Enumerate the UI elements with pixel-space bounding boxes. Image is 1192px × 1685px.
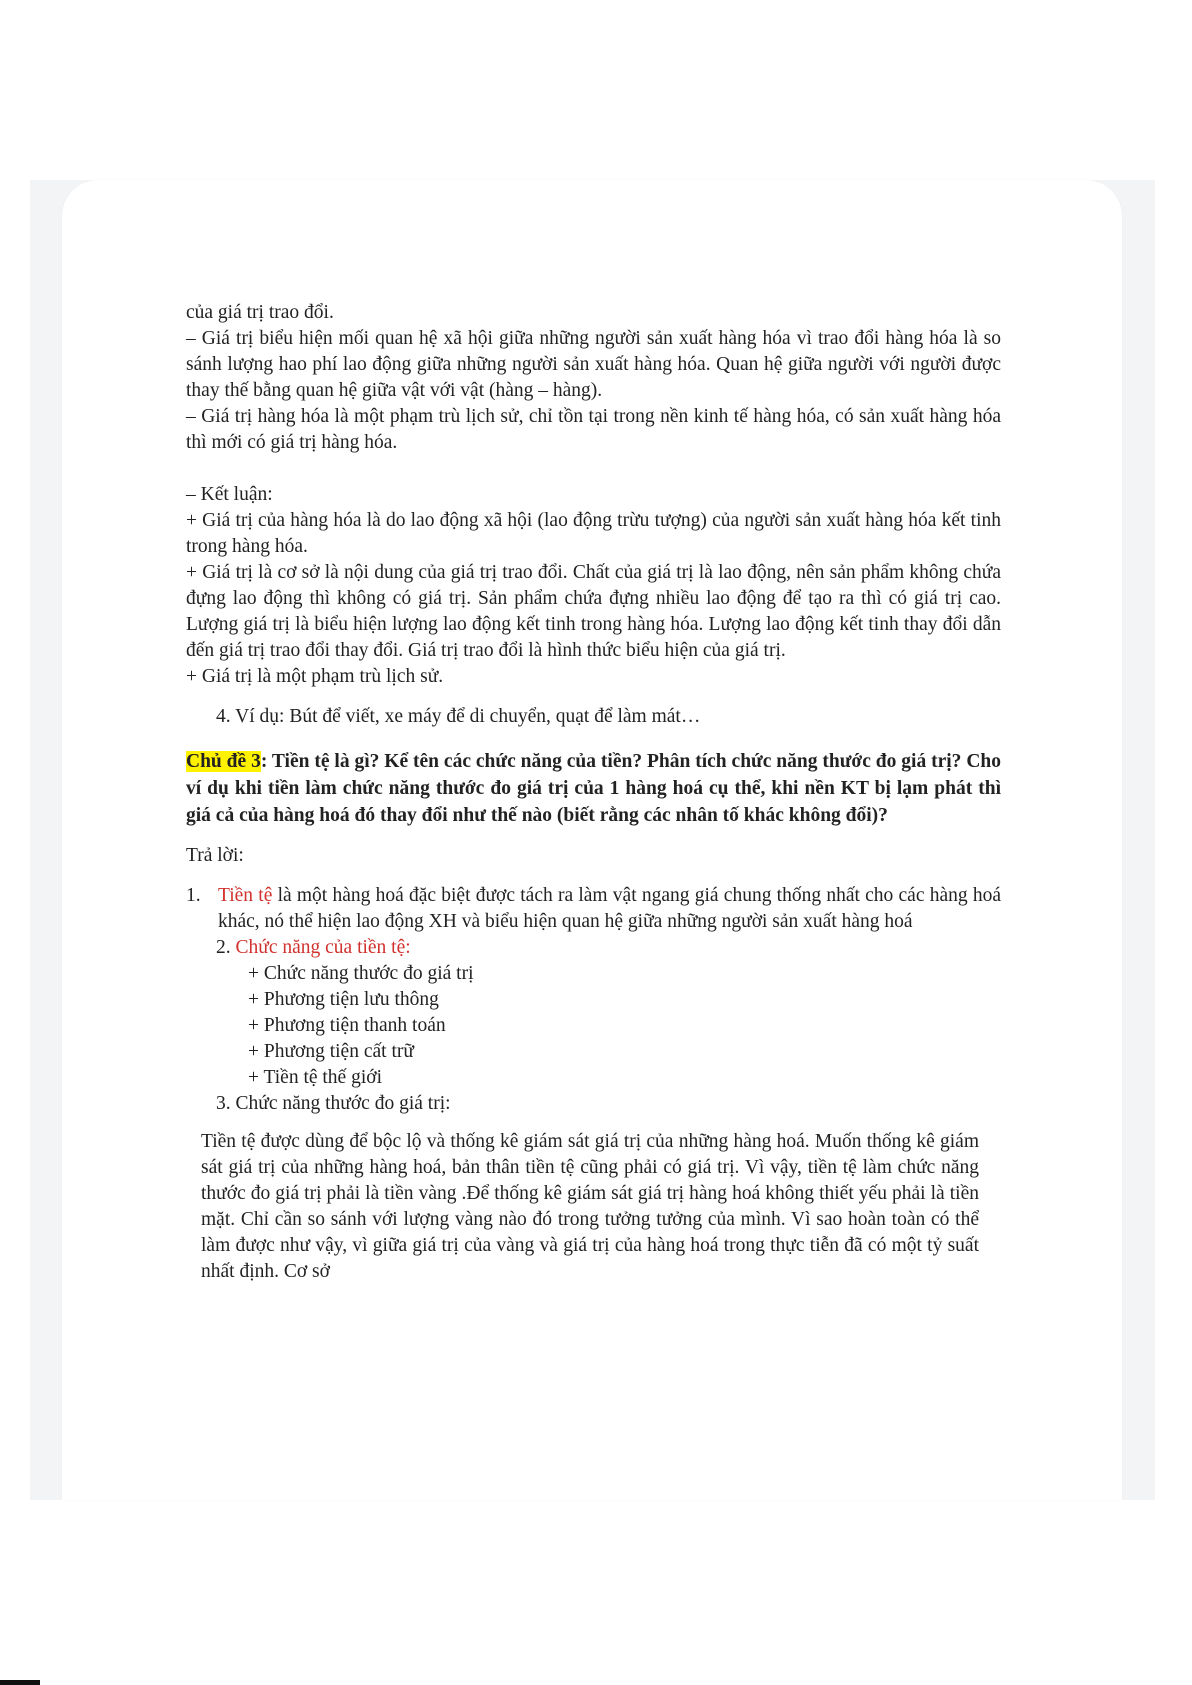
item-text: Tiền tệ là một hàng hoá đặc biệt được tách ra làm vật ngang giá chung thống nhất cho các hàng hoá khác, nó thể hiện lao động XH và biểu hiện quan hệ giữa những người sản xuất hàng hoá [218,885,1001,932]
list-item: + Phương tiện cất trữ [248,1041,414,1062]
answer-item-3: 3. Chức năng thước đo giá trị: [216,1093,451,1114]
list-item: + Phương tiện lưu thông [248,989,439,1010]
paragraph: – Giá trị hàng hóa là một phạm trù lịch sử, chỉ tồn tại trong nền kinh tế hàng hóa, có sản xuất hàng hóa thì mới có giá trị hàng hóa. [186,406,1001,453]
bottom-edge-mark [0,1680,40,1685]
paragraph: Tiền tệ được dùng để bộc lộ và thống kê giám sát giá trị của những hàng hoá. Muốn thống kê giám sát giá trị của những hàng hoá, bản thân tiền tệ cũng phải có giá trị. Vì vậy, tiền tệ làm chức năng thước đo giá trị phải là tiền vàng .Để thống kê giám sát giá trị hàng hoá không thiết yếu phải là tiền mặt. Chỉ cần so sánh với lượng vàng nào đó trong tưởng tưởng của mình. Vì sao hoàn toàn có thể làm được như vậy, vì giữa giá trị của vàng và giá trị của hàng hoá trong thực tiễn đã có một tỷ suất nhất định. Cơ sở [201,1131,979,1282]
paragraph: + Giá trị là cơ sở là nội dung của giá trị trao đổi. Chất của giá trị là lao động, nên sản phẩm không chứa đựng lao động thì không có giá trị. Sản phẩm chứa đựng nhiều lao động để tạo ra thì có giá trị cao. Lượng giá trị là biểu hiện lượng lao động kết tinh trong hàng hóa. Lượng lao động kết tinh thay đổi dẫn đến giá trị trao đổi thay đổi. Giá trị trao đổi là hình thức biểu hiện của giá trị. [186,562,1001,661]
topic-question: : Tiền tệ là gì? Kể tên các chức năng của tiền? Phân tích chức năng thước đo giá trị? Cho ví dụ khi tiền làm chức năng thước đo giá trị của 1 hàng hoá cụ thể, khi nền KT bị lạm phát thì giá cả của hàng hoá đó thay đổi như thế nào (biết rằng các nhân tố khác không đổi)? [186,751,1002,826]
paragraph: – Giá trị biểu hiện mối quan hệ xã hội giữa những người sản xuất hàng hóa vì trao đổi hàng hóa là so sánh lượng hao phí lao động giữa những người sản xuất hàng hóa. Quan hệ giữa người với người được thay thế bằng quan hệ giữa vật với vật (hàng – hàng). [186,328,1001,401]
topic-label-highlight: Chủ đề 3 [186,751,261,772]
paragraph: + Giá trị của hàng hóa là do lao động xã hội (lao động trừu tượng) của người sản xuất hàng hóa kết tinh trong hàng hóa. [186,510,1001,557]
paragraph: – Kết luận: [186,484,273,505]
topic-heading [186,748,1001,829]
answer-label: Trả lời: [186,845,244,866]
term-highlight: Tiền tệ [218,885,273,906]
list-item: + Phương tiện thanh toán [248,1015,446,1036]
paragraph: + Giá trị là một phạm trù lịch sử. [186,666,444,687]
item-number: 1. [186,885,201,906]
list-item: + Chức năng thước đo giá trị [248,963,474,984]
answer-item-1 [186,883,1001,935]
answer-item-2: 2. Chức năng của tiền tệ: [216,937,411,958]
example-item: 4. Ví dụ: Bút để viết, xe máy để di chuyển, quạt để làm mát… [216,706,701,727]
functions-title: Chức năng của tiền tệ: [235,937,411,958]
paragraph: của giá trị trao đổi. [186,302,334,323]
functions-list [186,961,1001,1091]
document-content [186,300,1001,1285]
list-item: + Tiền tệ thế giới [248,1067,382,1088]
